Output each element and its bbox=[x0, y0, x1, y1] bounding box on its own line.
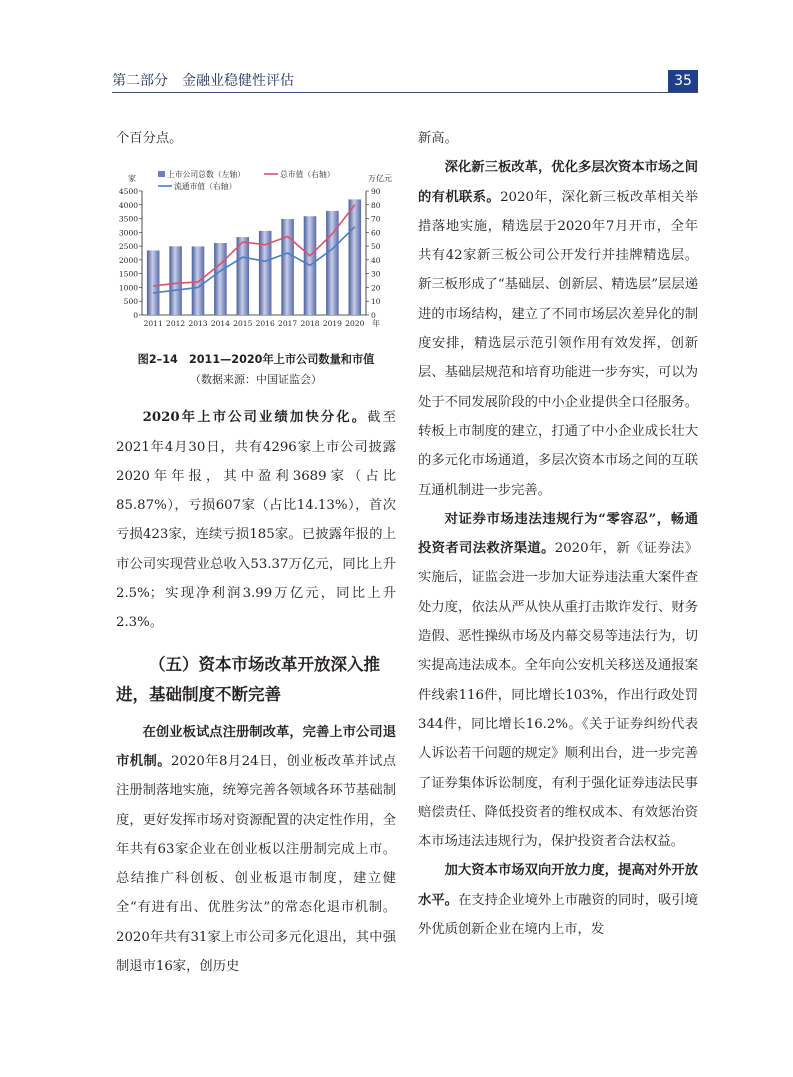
paragraph-opening bbox=[418, 856, 698, 944]
left-tick-label: 2500 bbox=[118, 242, 138, 252]
paragraph-body: 2020年8月24日，创业板改革并试点注册制落地实施，统筹完善各领域各环节基础制度，更好发挥市场对资源配置的决定性作用，全年共有63家企业在创业板以注册制完成上市。总结推广科创板、创业板退市制度，建立健全“有进有出、优胜劣汰”的常态化退市机制。2020年共有31家上市公司多元化退出，其中强制退市16家，创历史 bbox=[116, 753, 396, 975]
paragraph-body: 2020年，新《证券法》实施后，证监会进一步加大证券违法重大案件查处力度，依法从严从快从重打击欺诈发行、财务造假、恶性操纵市场及内幕交易等违法行为，切实提高违法成本。全年向公安机关移送及通报案件线索116件，同比增长103%，作出行政处罚344件，同比增长16.2%。《关于证券纠纷代表人诉讼若干问题的规定》顺利出台，进一步完善了证券集体诉讼制度，有利于强化证券违法民事赔偿责任、降低投资者的维权成本、有效惩治资本市场违法违规行为，保护投资者合法权益。 bbox=[418, 541, 699, 850]
series-line bbox=[153, 205, 355, 286]
left-tick-label: 1500 bbox=[118, 269, 138, 279]
right-tick-label: 70 bbox=[371, 214, 381, 224]
bar bbox=[326, 211, 339, 315]
page-number: 35 bbox=[668, 70, 698, 93]
figure-chart bbox=[116, 167, 396, 349]
continued-text: 新高。 bbox=[418, 131, 458, 146]
right-tick-label: 0 bbox=[371, 311, 376, 321]
right-tick-label: 50 bbox=[371, 242, 381, 252]
paragraph-enforcement bbox=[418, 505, 698, 857]
paragraph-registration bbox=[116, 718, 396, 982]
left-column bbox=[116, 124, 396, 981]
section-heading: （五）资本市场改革开放深入推进，基础制度不断完善 bbox=[116, 654, 380, 704]
left-tick-label: 500 bbox=[123, 297, 138, 307]
bar bbox=[349, 200, 362, 316]
x-tick-label: 2016 bbox=[255, 319, 275, 329]
left-tick-label: 2000 bbox=[118, 256, 138, 266]
paragraph-lead: 深化新三板改革，优化多层次资本市场之间的有机联系。 bbox=[418, 160, 698, 205]
right-tick-label: 10 bbox=[371, 297, 381, 307]
x-tick-label: 2015 bbox=[233, 319, 253, 329]
paragraph-lead: 对证券市场违法违规行为“零容忍”，畅通投资者司法救济渠道。 bbox=[418, 511, 698, 557]
header-rule bbox=[112, 92, 698, 93]
left-tick-label: 3500 bbox=[118, 214, 138, 224]
legend-label: 总市值（右轴） bbox=[280, 170, 335, 180]
right-axis-label: 万亿元 bbox=[368, 174, 392, 184]
paragraph-results bbox=[116, 403, 396, 637]
x-tick-label: 2012 bbox=[166, 319, 186, 329]
bar bbox=[281, 219, 294, 315]
x-axis-label: 年 bbox=[372, 319, 380, 329]
left-axis-label: 家 bbox=[128, 174, 136, 184]
figure-caption: 图2–14 2011—2020年上市公司数量和市值 bbox=[137, 353, 375, 367]
x-tick-label: 2020 bbox=[345, 319, 365, 329]
bar bbox=[214, 243, 227, 315]
x-tick-label: 2011 bbox=[143, 319, 163, 329]
left-tick-label: 0 bbox=[133, 311, 138, 321]
intro-text: 个百分点。 bbox=[116, 131, 183, 146]
left-tick-label: 1000 bbox=[118, 283, 138, 293]
legend-label: 流通市值（右轴） bbox=[174, 182, 237, 192]
x-tick-label: 2013 bbox=[188, 319, 208, 329]
header-title: 第二部分 金融业稳健性评估 bbox=[112, 73, 294, 89]
x-tick-label: 2017 bbox=[278, 319, 298, 329]
left-tick-label: 3000 bbox=[118, 228, 138, 238]
paragraph-lead: 在创业板试点注册制改革，完善上市公司退市机制。 bbox=[116, 724, 396, 769]
right-column bbox=[418, 124, 698, 944]
left-tick-label: 4500 bbox=[118, 187, 138, 197]
right-tick-label: 30 bbox=[371, 269, 381, 279]
paragraph-lead: 加大资本市场双向开放力度，提高对外开放水平。 bbox=[418, 863, 698, 908]
paragraph-body: 2020年，深化新三板改革相关举措落地实施，精选层于2020年7月开市，全年共有42家新三板公司公开发行并挂牌精选层。新三板形成了“基础层、创新层、精选层”层层递进的市场结构，建立了不同市场层次差异化的制度安排，精选层示范引领作用有效发挥，创新层、基础层规范和培育功能进一步夯实，可以为处于不同发展阶段的中小企业提供全口径服务。转板上市制度的建立，打通了中小企业成长壮大的多元化市场通道，多层次资本市场之间的互联互通机制进一步完善。 bbox=[418, 189, 699, 498]
legend-label: 上市公司总数（左轴） bbox=[167, 170, 245, 180]
bar bbox=[237, 237, 250, 315]
paragraph-body: 在支持企业境外上市融资的同时，吸引境外优质创新企业在境内上市，发 bbox=[418, 892, 699, 938]
right-tick-label: 20 bbox=[371, 283, 381, 293]
paragraph-body: 截至2021年4月30日，共有4296家上市公司披露2020年年报，其中盈利3689家（占比85.87%），亏损607家（占比14.13%），首次亏损423家，连续亏损185家。已披露年报的上市公司实现营业总收入53.37万亿元，同比上升2.5%；实现净利润3.99万亿元，同比上升2.3%。 bbox=[116, 410, 397, 631]
right-tick-label: 80 bbox=[371, 201, 381, 211]
right-tick-label: 60 bbox=[371, 228, 381, 238]
figure-source: （数据来源：中国证监会） bbox=[190, 373, 322, 387]
x-tick-label: 2018 bbox=[300, 319, 320, 329]
paragraph-neeq bbox=[418, 153, 698, 505]
paragraph-lead: 2020年上市公司业绩加快分化。 bbox=[142, 410, 368, 426]
page-header bbox=[0, 0, 793, 100]
bar bbox=[192, 247, 205, 316]
left-tick-label: 4000 bbox=[118, 201, 138, 211]
right-tick-label: 40 bbox=[371, 256, 381, 266]
x-tick-label: 2019 bbox=[322, 319, 342, 329]
bar bbox=[169, 247, 182, 316]
bar bbox=[147, 251, 160, 316]
chart-svg bbox=[116, 167, 396, 349]
legend-swatch-bar bbox=[158, 171, 165, 177]
right-tick-label: 90 bbox=[371, 187, 381, 197]
x-tick-label: 2014 bbox=[210, 319, 230, 329]
